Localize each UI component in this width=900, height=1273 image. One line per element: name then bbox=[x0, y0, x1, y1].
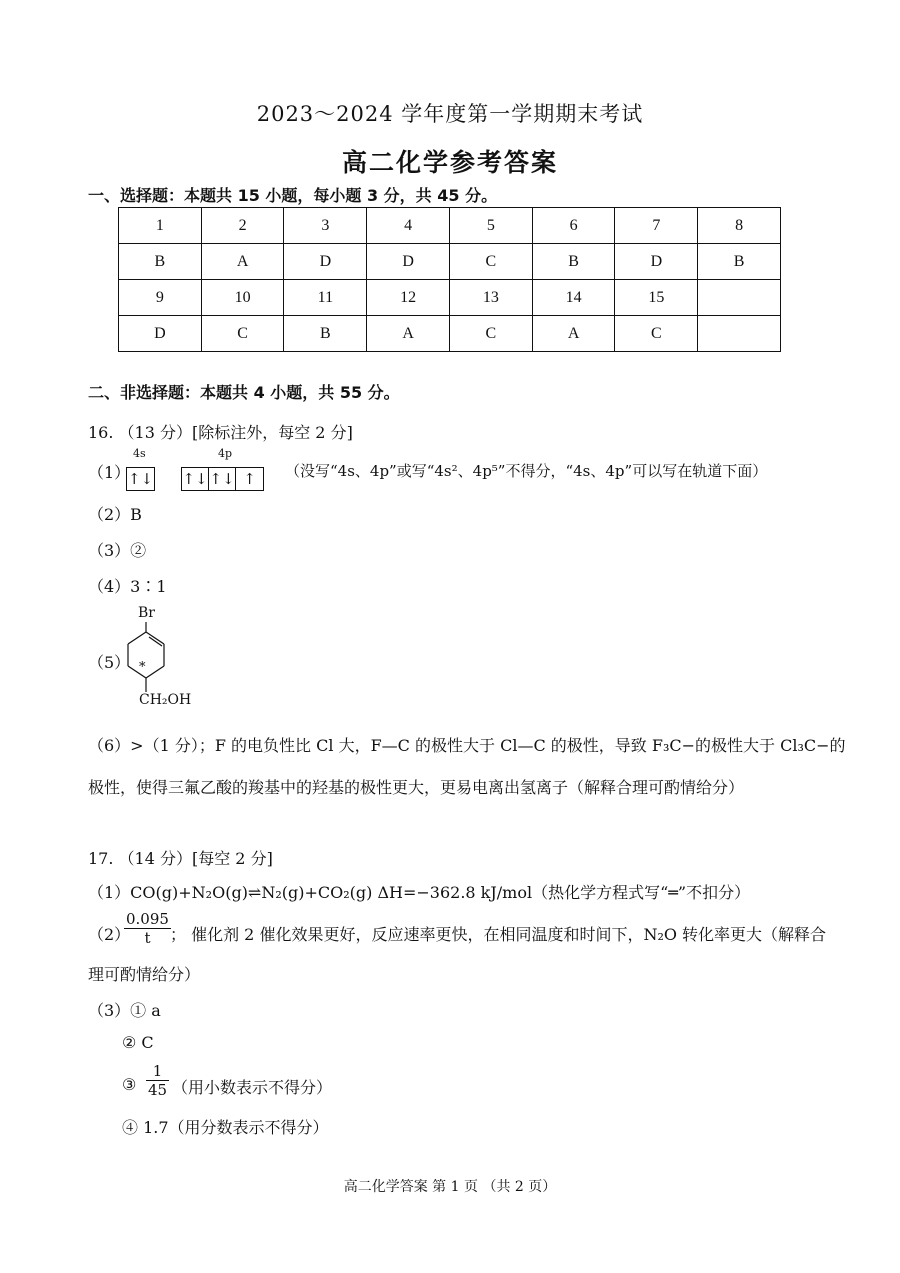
q17-part3-3-label: ③ bbox=[122, 1075, 137, 1094]
q17-part3-3-fraction bbox=[146, 1062, 169, 1099]
q17-part3-2: ② C bbox=[122, 1033, 154, 1052]
answer-table bbox=[118, 207, 781, 352]
answer-cell: B bbox=[119, 244, 202, 280]
question-number-cell: 6 bbox=[532, 208, 615, 244]
section-2-heading: 二、非选择题：本题共 4 小题，共 55 分。 bbox=[88, 383, 400, 402]
question-number-cell: 15 bbox=[615, 280, 698, 316]
structure-br-label: Br bbox=[138, 605, 155, 621]
answer-cell: C bbox=[449, 244, 532, 280]
answer-cell: A bbox=[532, 316, 615, 352]
answer-cell: A bbox=[201, 244, 284, 280]
q17-part3-1: （3）① a bbox=[88, 1001, 161, 1020]
q17-part2-fraction bbox=[124, 910, 171, 947]
question-number-cell: 2 bbox=[201, 208, 284, 244]
orbital-cell: ↑ bbox=[243, 470, 256, 488]
question-number-cell bbox=[698, 280, 781, 316]
q16-part6-line1: （6）>（1 分）；F 的电负性比 Cl 大，F—C 的极性大于 Cl—C 的极性，导致 F₃C−的极性大于 Cl₃C−的 bbox=[88, 736, 846, 755]
orbital-4p-label: 4p bbox=[218, 447, 233, 460]
fraction-denominator: t bbox=[144, 929, 151, 947]
q17-part3-3-note: （用小数表示不得分） bbox=[172, 1078, 333, 1097]
q17-heading: 17. （14 分）[每空 2 分] bbox=[88, 849, 273, 868]
q17-part2-label: （2） bbox=[88, 925, 131, 944]
q16-part4: （4）3∶1 bbox=[88, 577, 167, 596]
question-number-cell: 4 bbox=[367, 208, 450, 244]
question-number-cell: 3 bbox=[284, 208, 367, 244]
chiral-star: * bbox=[139, 660, 146, 675]
fraction-numerator: 1 bbox=[146, 1062, 169, 1081]
exam-title: 2023～2024 学年度第一学期期末考试 bbox=[256, 102, 644, 126]
answer-cell: D bbox=[367, 244, 450, 280]
q16-part5-label: （5） bbox=[88, 653, 131, 672]
answer-cell: C bbox=[449, 316, 532, 352]
page-footer: 高二化学答案 第 1 页 （共 2 页） bbox=[343, 1179, 557, 1195]
question-number-cell: 9 bbox=[119, 280, 202, 316]
question-number-row bbox=[119, 208, 781, 244]
benzyl-structure-diagram bbox=[118, 622, 178, 702]
question-number-cell: 11 bbox=[284, 280, 367, 316]
answer-cell: D bbox=[119, 316, 202, 352]
orbital-4s-box bbox=[126, 467, 155, 491]
question-number-cell: 5 bbox=[449, 208, 532, 244]
q17-part2-line2: 理可酌情给分） bbox=[88, 965, 201, 984]
question-number-cell: 14 bbox=[532, 280, 615, 316]
answer-cell: B bbox=[284, 316, 367, 352]
question-number-cell: 1 bbox=[119, 208, 202, 244]
orbital-4p-box bbox=[181, 467, 264, 491]
answer-cell: A bbox=[367, 316, 450, 352]
question-number-cell: 12 bbox=[367, 280, 450, 316]
answer-cell: D bbox=[284, 244, 367, 280]
page-title: 高二化学参考答案 bbox=[341, 148, 558, 177]
q16-heading: 16. （13 分）[除标注外，每空 2 分] bbox=[88, 423, 353, 442]
q17-part1: （1）CO(g)+N₂O(g)⇌N₂(g)+CO₂(g) ΔH=−362.8 kJ/mol（热化学方程式写“═”不扣分） bbox=[88, 883, 751, 902]
q16-part1-note: （没写“4s、4p”或写“4s²、4p⁵”不得分，“4s、4p”可以写在轨道下面） bbox=[285, 462, 768, 480]
answer-cell: C bbox=[201, 316, 284, 352]
question-number-cell: 8 bbox=[698, 208, 781, 244]
q17-part2-text: ； 催化剂 2 催化效果更好，反应速率更快，在相同温度和时间下，N₂O 转化率更大（解释合 bbox=[170, 925, 827, 944]
q16-part3: （3）② bbox=[88, 541, 147, 560]
q16-part6-line2: 极性，使得三氟乙酸的羧基中的羟基的极性更大，更易电离出氢离子（解释合理可酌情给分） bbox=[88, 778, 745, 797]
question-number-cell: 7 bbox=[615, 208, 698, 244]
q16-part1-label: （1） bbox=[88, 463, 131, 482]
question-number-cell: 10 bbox=[201, 280, 284, 316]
fraction-numerator: 0.095 bbox=[126, 910, 169, 928]
orbital-cell: ↑↓ bbox=[127, 470, 154, 488]
question-number-row bbox=[119, 280, 781, 316]
answer-row bbox=[119, 244, 781, 280]
answer-cell: D bbox=[615, 244, 698, 280]
question-number-cell: 13 bbox=[449, 280, 532, 316]
orbital-cell: ↑↓ bbox=[182, 470, 208, 488]
answer-cell: B bbox=[532, 244, 615, 280]
answer-cell: B bbox=[698, 244, 781, 280]
answer-cell bbox=[698, 316, 781, 352]
fraction-denominator: 45 bbox=[148, 1081, 168, 1099]
structure-ch2oh-label: CH₂OH bbox=[139, 692, 192, 708]
section-1-heading: 一、选择题：本题共 15 小题，每小题 3 分，共 45 分。 bbox=[88, 186, 498, 205]
q16-part2: （2）B bbox=[88, 505, 142, 524]
answer-cell: C bbox=[615, 316, 698, 352]
orbital-cell: ↑↓ bbox=[209, 470, 235, 488]
answer-row bbox=[119, 316, 781, 352]
orbital-4s-label: 4s bbox=[133, 447, 146, 460]
q17-part3-4: ④ 1.7（用分数表示不得分） bbox=[122, 1118, 329, 1137]
